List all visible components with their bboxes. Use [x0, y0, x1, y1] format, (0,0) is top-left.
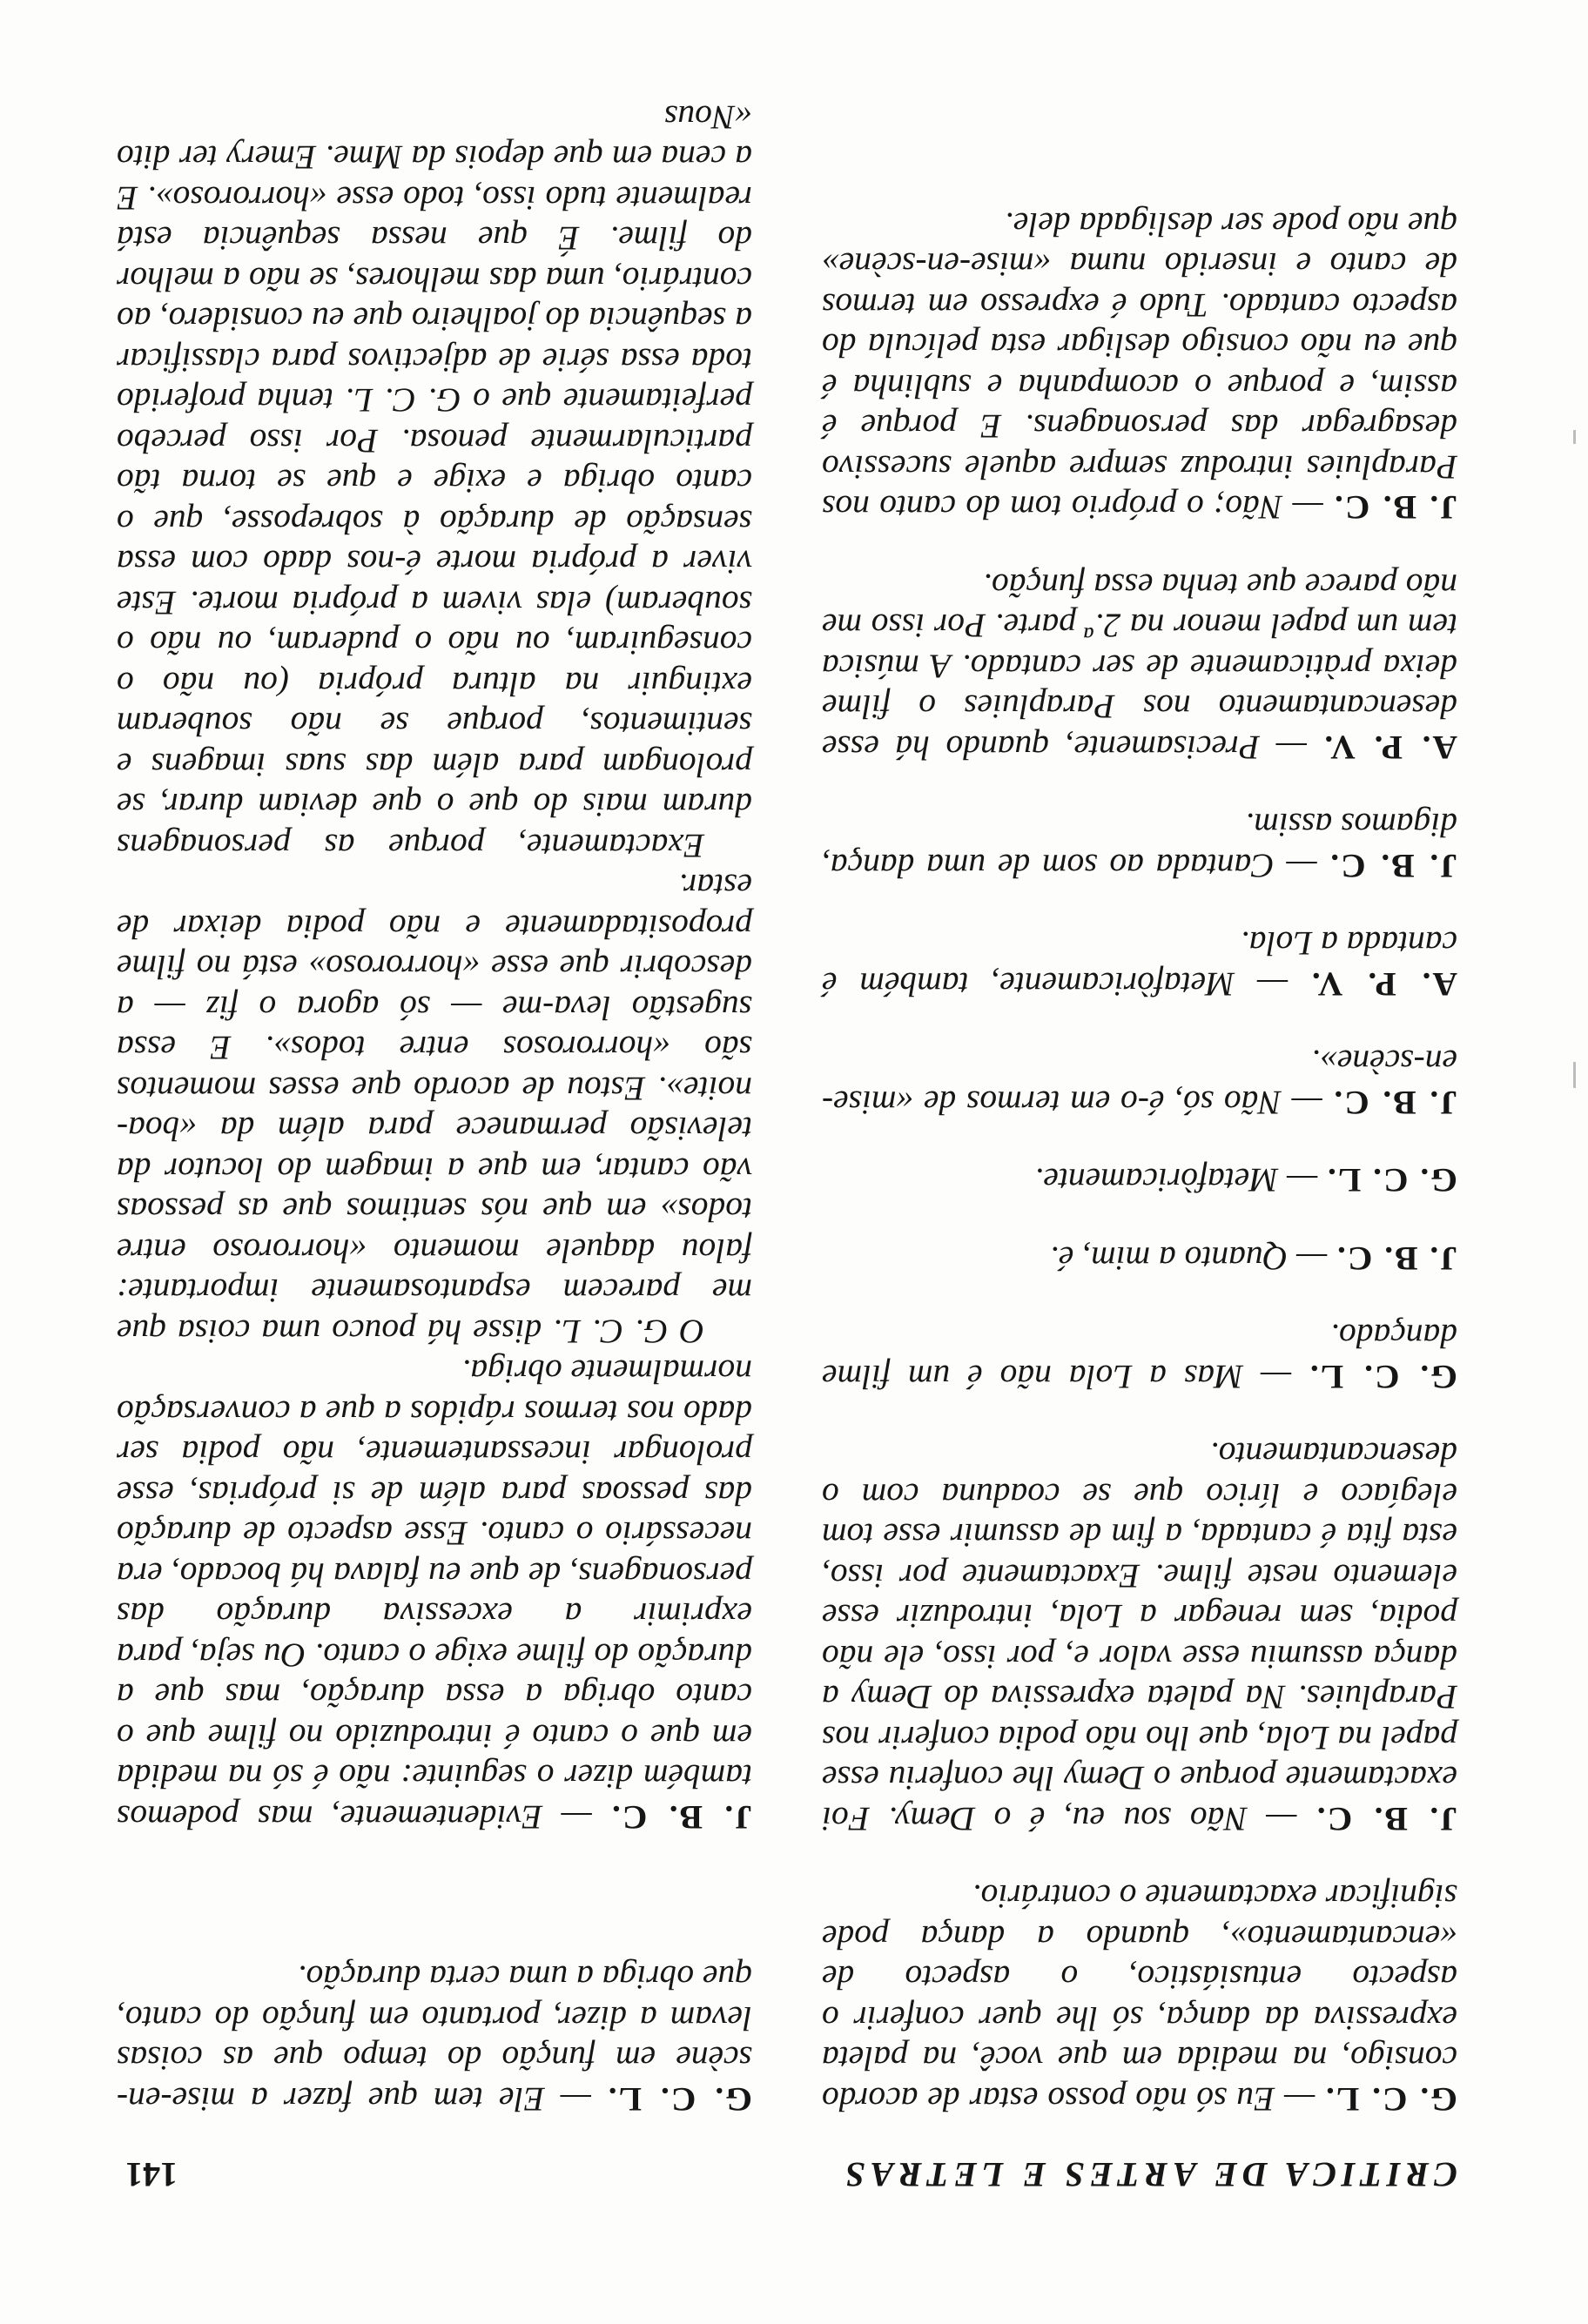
- paragraph-text: Exactamente, porque as personagens duram mais do que o que deviam durar, se prolongam para além das suas imagens e sentimentos, porque se não souberam extinguir na altura própria (ou não o conseguiram, ou não o puderam, ou não o souberam) elas vivem a própria morte. Este viver a própria morte é-nos dado com essa sensação de duração à sobreposse, que o canto obriga e exige e que se torna tão particularmente penosa. Por isso percebo perfeitamente que o G. C. L. tenha proferido toda essa série de adjectivos para classificar a sequência do joalheiro que eu considero, ao contrário, uma das melhores, se não a melhor do filme. É que nessa sequência está realmente tudo isso, todo esse «horroroso». E a cena em que depois da Mme. Emery ter dito «Nous: [117, 98, 752, 865]
- running-title: CRITICA DE ARTES E LETRAS: [840, 2155, 1457, 2194]
- speaker-initials: J. B. C.: [1332, 1084, 1457, 1122]
- running-header: [125, 2154, 1457, 2215]
- dialogue-text: — Cantada ao som de uma dança, digamos assim.: [822, 806, 1457, 885]
- scan-edge-mark: [1573, 1062, 1576, 1088]
- speaker-initials: J. B. C.: [1315, 1800, 1457, 1838]
- dialogue-paragraph: [117, 1352, 752, 1837]
- dialogue-text: — Metafòricamente.: [1034, 1161, 1327, 1200]
- scan-edge-mark: [1573, 430, 1576, 444]
- speaker-initials: G. C. L.: [1326, 1161, 1457, 1200]
- paragraph-text: O G. C. L. disse há pouco uma coisa que me parecem espantosamente importante: falou daquele momento «horroroso entre todos» em que nós sentimos que as pessoas vão cantar, em que a imagem do locutor da televisão permanece para além da «boa-noite». Estou de acordo que esses momentos são «horrorosos entre todos». E essa sugestão leva-me — só agora o fiz — a descobrir que esse «horroroso» está no filme propositadamente e não podia deixar de estar.: [117, 867, 752, 1351]
- dialogue-text: — Metafòricamente, também é cantada a Lola.: [822, 924, 1457, 1004]
- dialogue-paragraph: [822, 1042, 1457, 1123]
- dialogue-text: — Eu só não posso estar de acordo consigo, na medida em que você, na paleta expressiva da dança, só lhe quer conferir o aspecto entusiástico, o aspecto de «encantamento», quando a dança pode significar exactamente o contrário.: [822, 1877, 1457, 2119]
- speaker-initials: G. C. L.: [606, 2080, 752, 2119]
- dialogue-paragraph: [822, 924, 1457, 1004]
- paragraph-gap: [117, 1837, 752, 1920]
- speaker-initials: J. B. C.: [1336, 1239, 1457, 1278]
- dialogue-paragraph: [822, 1877, 1457, 2119]
- speaker-initials: G. C. L.: [1308, 1358, 1457, 1396]
- page-number: 141: [125, 2155, 178, 2194]
- speaker-initials: A. P. V.: [1322, 729, 1457, 767]
- dialogue-text: — Não; o próprio tom do canto nos Parapluies introduz sempre aquele sucessivo desagregar das personagens. E porque é assim, e porque o acompanha e sublinha é que eu não consigo desligar esta película do aspecto cantado. Tudo é expresso em termos de canto e inserido numa «mise-en-scène» que não pode ser desligada dele.: [821, 205, 1457, 527]
- dialogue-paragraph: [117, 1958, 752, 2119]
- speaker-initials: G. C. L.: [1324, 2080, 1457, 2119]
- dialogue-paragraph: [822, 566, 1457, 769]
- dialogue-text: — Quanto a mim, é.: [1049, 1239, 1336, 1278]
- dialogue-paragraph: [822, 205, 1457, 528]
- speaker-initials: J. B. C.: [610, 1798, 752, 1837]
- dialogue-text: — Não sou eu, é o Demy. Foi exactamente porque o Demy lhe conferiu esse papel na Lola, que lho não podia conferir nos Parapluies. Na paleta expressiva do Demy a dança assumiu esse valor e, por isso, ele não podia, sem renegar a Lola, introduzir esse elemento neste filme. Exactamente por isso, esta fita é cantada, a fim de assumir esse tom elegíaco e lírico que se coaduna com o desencantamento.: [822, 1435, 1457, 1838]
- left-column: [822, 167, 1457, 2120]
- dialogue-text: — Mas a Lola não é um filme dançado.: [822, 1317, 1457, 1396]
- continuation-paragraph: [117, 97, 752, 867]
- speaker-initials: J. B. C.: [1332, 488, 1457, 527]
- dialogue-text: — Não só, é-o em termos de «mise-en-scène».: [822, 1043, 1457, 1122]
- speaker-initials: J. B. C.: [1329, 847, 1457, 885]
- dialogue-text: — Evidentemente, mas podemos também dizer o seguinte: não é só na medida em que o canto é introduzido no filme que o canto obriga a essa duração, mas que a duração do filme exige o canto. Ou seja, para exprimir a excessiva duração das personagens, de que eu falava há bocado, era necessário o canto. Esse aspecto de duração das pessoas para além de si próprias, esse prolongar incessantemente, não podia ser dado nos termos rápidos a que a conversação normalmente obriga.: [116, 1353, 752, 1837]
- dialogue-paragraph: [822, 1160, 1457, 1201]
- dialogue-paragraph: [822, 1316, 1457, 1397]
- speaker-initials: A. P. V.: [1309, 965, 1457, 1004]
- dialogue-paragraph: [822, 1239, 1457, 1280]
- dialogue-text: — Ele tem que fazer a mise-en-scène em função do tempo que as coisas levam a dizer, portanto em função do canto, que obriga a uma certa duração.: [117, 1958, 752, 2119]
- dialogue-paragraph: [822, 805, 1457, 886]
- dialogue-text: — Precisamente, quando há esse desencantamento nos Parapluies o filme deixa pràticamente de ser cantado. A música tem um papel menor na 2.ª parte. Por isso me não parece que tenha essa função.: [822, 567, 1457, 767]
- dialogue-paragraph: [822, 1434, 1457, 1839]
- continuation-paragraph: [117, 866, 752, 1352]
- right-column: [117, 60, 752, 2120]
